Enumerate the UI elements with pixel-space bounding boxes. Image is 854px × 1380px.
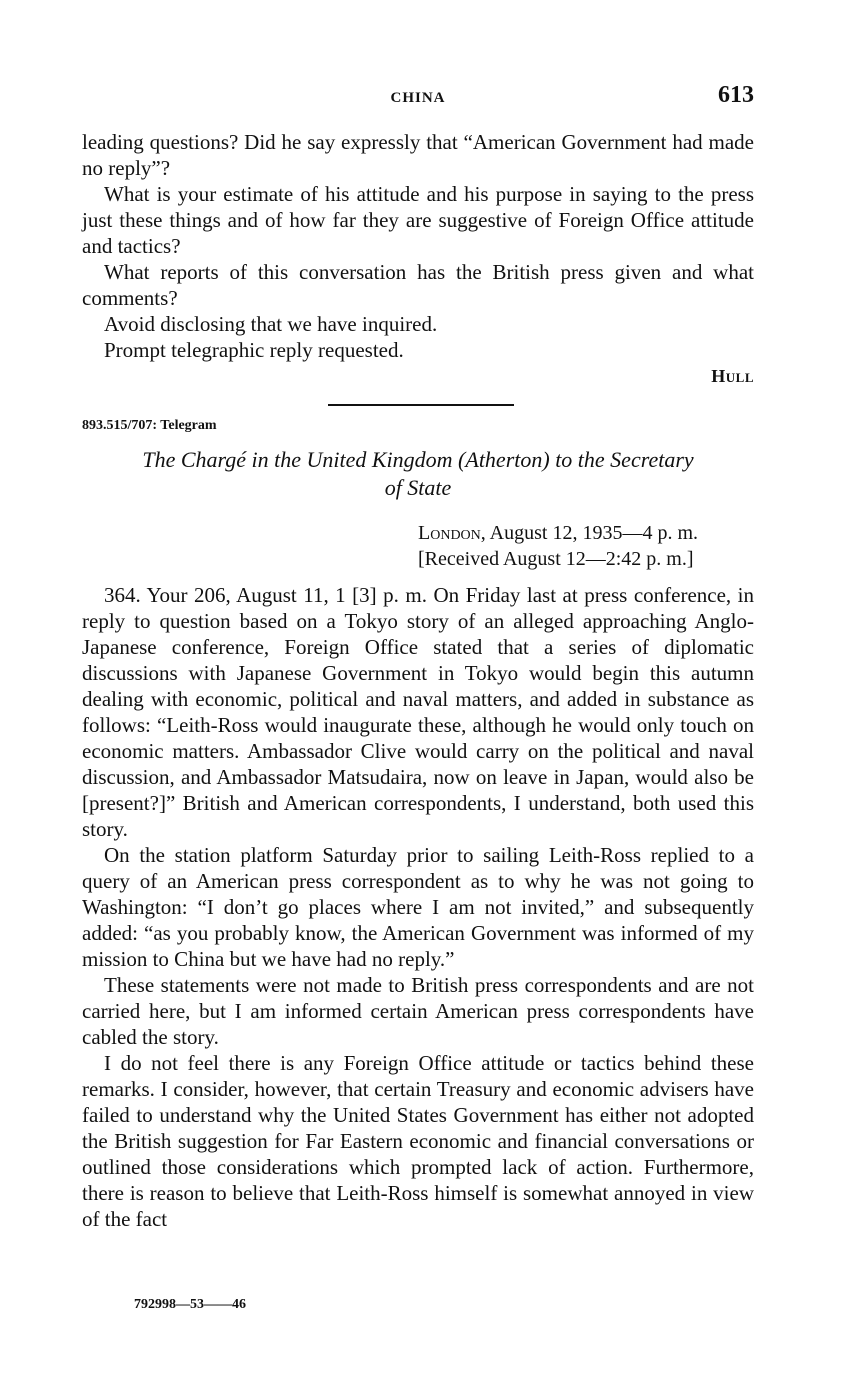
- print-code: 792998—53——46: [134, 1297, 246, 1312]
- intro-paragraph: What is your estimate of his attitude and his purpose in saying to the press just these things and of how far they are suggestive of Foreign Office attitude and tactics?: [82, 182, 754, 258]
- intro-section: [82, 129, 754, 363]
- intro-paragraph: Prompt telegraphic reply requested.: [104, 338, 404, 362]
- dateline-date: , August 12, 1935—4 p. m.: [480, 522, 699, 544]
- dateline-received: [Received August 12—2:42 p. m.]: [418, 548, 694, 570]
- page-header: [82, 82, 754, 114]
- intro-paragraph: What reports of this conversation has the British press given and what comments?: [82, 260, 754, 310]
- telegram-body: [82, 582, 754, 1232]
- signature: Hull: [711, 366, 754, 386]
- page-number: 613: [718, 82, 754, 108]
- section-divider: [328, 404, 514, 406]
- body-paragraph: These statements were not made to British press correspondents and are not carried here, but I am informed certain American press correspondents have cabled the story.: [82, 973, 754, 1049]
- intro-paragraph: leading questions? Did he say expressly that “American Government had made no reply”?: [82, 130, 754, 180]
- body-paragraph: On the station platform Saturday prior to sailing Leith-Ross replied to a query of an American press correspondent as to why he was not going to Washington: “I don’t go places where I am not invited,” and subsequently added: “as you probably know, the American Government was informed of my mission to China but we have had no reply.”: [82, 843, 754, 971]
- title-line: The Chargé in the United Kingdom (Atherton) to the Secretary: [142, 447, 694, 472]
- title-line: of State: [384, 475, 452, 500]
- dateline-place: London: [418, 522, 481, 544]
- dateline: [82, 520, 854, 572]
- body-paragraph: 364. Your 206, August 11, 1 [3] p. m. On Friday last at press conference, in reply to question based on a Tokyo story of an alleged approaching Anglo-Japanese conference, Foreign Office stated that a series of diplomatic discussions with Japanese Government in Tokyo would begin this autumn dealing with economic, political and naval matters, and added in substance as follows: “Leith-Ross would inaugurate these, although he would only touch on economic matters. Ambassador Clive would carry on the political and naval discussion, and Ambassador Matsudaira, now on leave in Japan, would also be [present?]” British and American correspondents, I understand, both used this story.: [82, 583, 754, 841]
- body-paragraph: I do not feel there is any Foreign Office attitude or tactics behind these remarks. I consider, however, that certain Treasury and economic advisers have failed to understand why the United States Government has either not adopted the British suggestion for Far Eastern economic and financial conversations or outlined those considerations which prompted lack of action. Furthermore, there is reason to believe that Leith-Ross himself is somewhat annoyed in view of the fact: [82, 1051, 754, 1231]
- file-number: 893.515/707: Telegram: [82, 418, 217, 433]
- document-title: [82, 446, 754, 502]
- running-head: CHINA: [390, 90, 446, 106]
- intro-paragraph: Avoid disclosing that we have inquired.: [104, 312, 438, 336]
